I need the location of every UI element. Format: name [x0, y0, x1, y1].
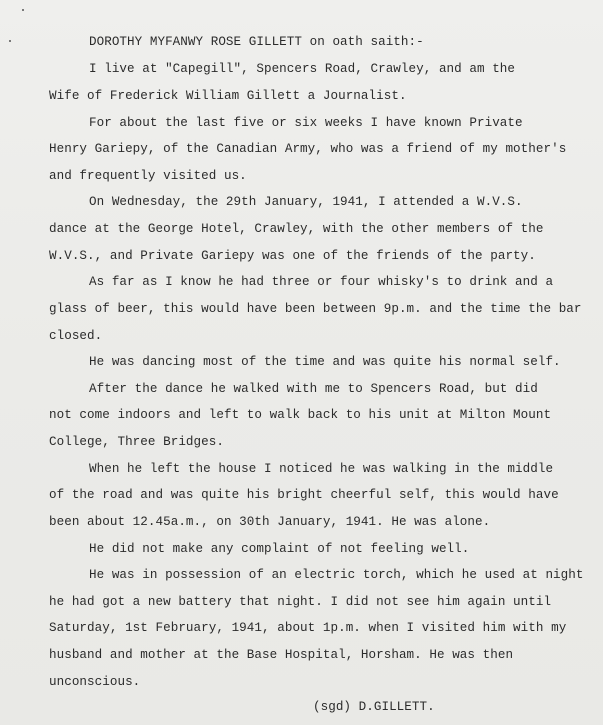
signature-line: (sgd) D.GILLETT. [313, 700, 435, 714]
statement-line: dance at the George Hotel, Crawley, with the other members of the [49, 222, 544, 236]
scan-speck [9, 40, 11, 42]
statement-line: He was dancing most of the time and was quite his normal self. [89, 355, 561, 369]
deponent-heading: DOROTHY MYFANWY ROSE GILLETT on oath saith:- [89, 35, 424, 49]
statement-line: W.V.S., and Private Gariepy was one of the friends of the party. [49, 249, 536, 263]
statement-line: Saturday, 1st February, 1941, about 1p.m. when I visited him with my [49, 621, 567, 635]
scan-speck [22, 9, 24, 11]
statement-line: glass of beer, this would have been between 9p.m. and the time the bar [49, 302, 582, 316]
statement-line: closed. [49, 329, 103, 343]
statement-line: When he left the house I noticed he was walking in the middle [89, 462, 554, 476]
statement-line: As far as I know he had three or four whisky's to drink and a [89, 275, 554, 289]
statement-line: I live at "Capegill", Spencers Road, Crawley, and am the [89, 62, 516, 76]
statement-line: For about the last five or six weeks I have known Private [89, 116, 523, 130]
statement-line: He was in possession of an electric torch, which he used at night [89, 568, 584, 582]
statement-line: He did not make any complaint of not feeling well. [89, 542, 470, 556]
statement-line: and frequently visited us. [49, 169, 247, 183]
statement-line: Henry Gariepy, of the Canadian Army, who was a friend of my mother's [49, 142, 567, 156]
statement-line: he had got a new battery that night. I did not see him again until [49, 595, 552, 609]
statement-line: unconscious. [49, 675, 141, 689]
statement-line: been about 12.45a.m., on 30th January, 1941. He was alone. [49, 515, 491, 529]
statement-line: not come indoors and left to walk back to his unit at Milton Mount [49, 408, 552, 422]
statement-line: of the road and was quite his bright cheerful self, this would have [49, 488, 559, 502]
statement-line: After the dance he walked with me to Spencers Road, but did [89, 382, 538, 396]
statement-line: Wife of Frederick William Gillett a Journalist. [49, 89, 407, 103]
statement-line: husband and mother at the Base Hospital, Horsham. He was then [49, 648, 514, 662]
statement-line: On Wednesday, the 29th January, 1941, I attended a W.V.S. [89, 195, 523, 209]
statement-line: College, Three Bridges. [49, 435, 224, 449]
